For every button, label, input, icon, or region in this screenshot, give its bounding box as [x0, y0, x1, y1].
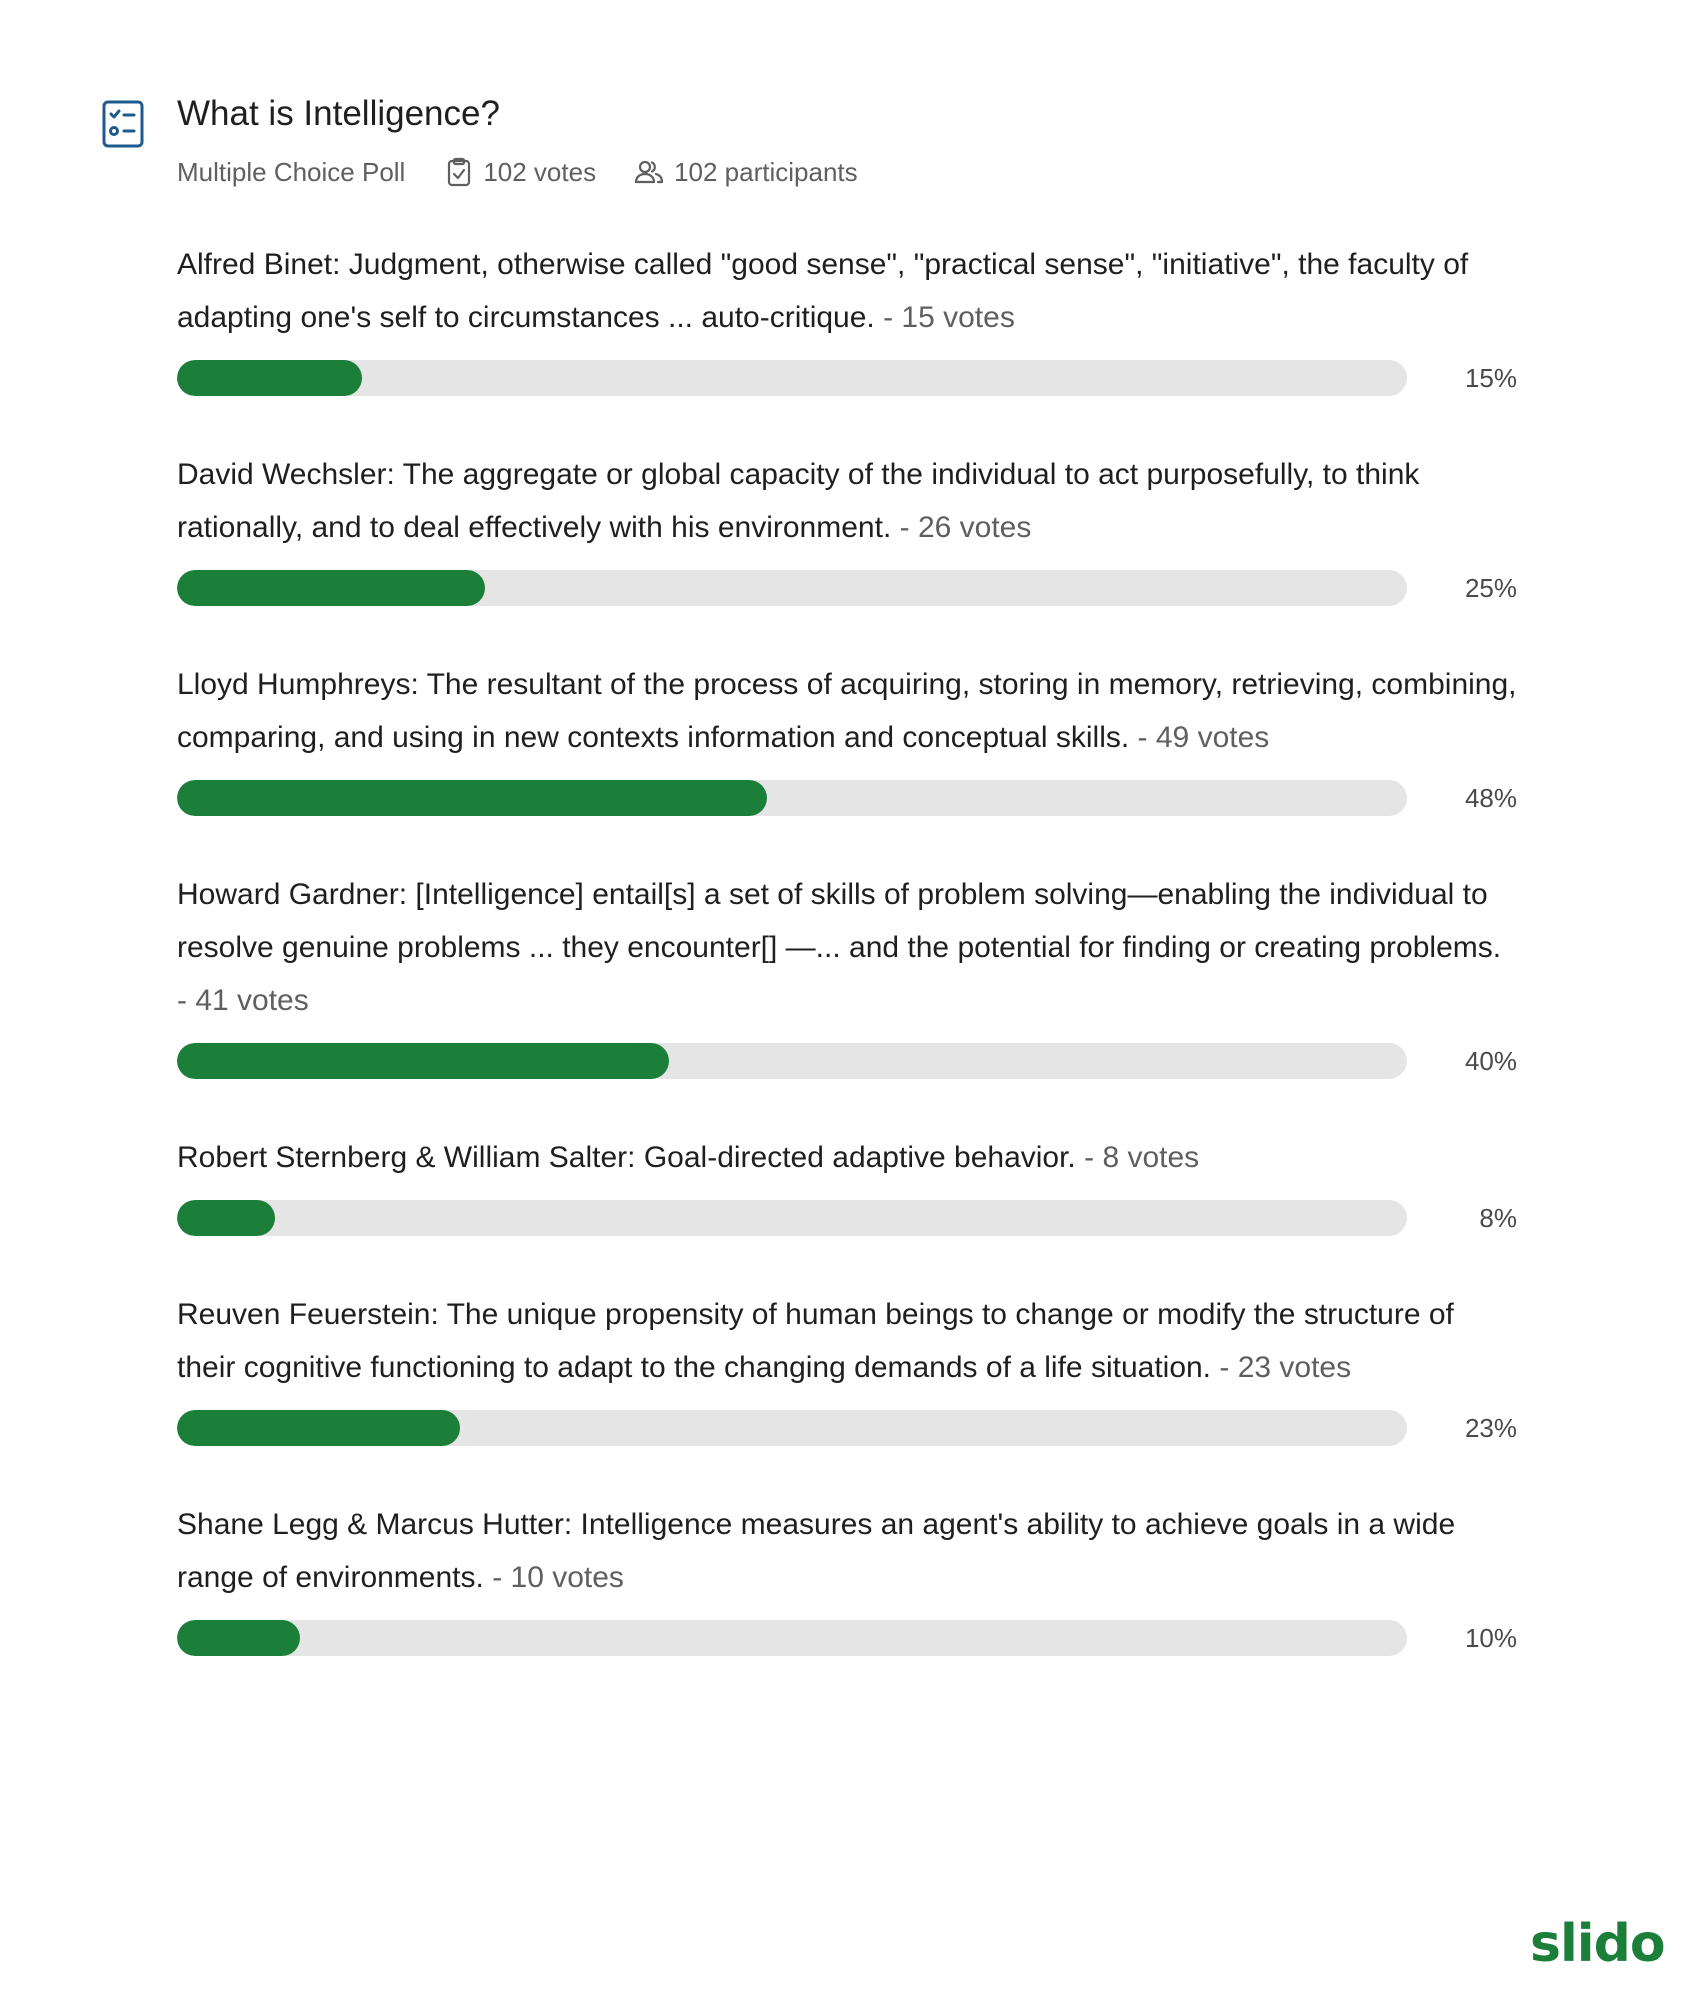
option-votes: - 41 votes [177, 984, 309, 1017]
poll-option [177, 448, 1517, 608]
option-text [177, 1288, 1517, 1394]
option-bar-fill [177, 1043, 669, 1079]
option-percent: 25% [1464, 572, 1517, 603]
option-bar-row [177, 1041, 1517, 1081]
option-votes: - 23 votes [1219, 1351, 1352, 1384]
option-bar-row [177, 1618, 1517, 1658]
option-votes: - 15 votes [883, 301, 1015, 334]
option-votes: - 8 votes [1084, 1141, 1200, 1174]
option-bar-fill [177, 1620, 300, 1656]
option-label: Robert Sternberg & William Salter: Goal-directed adaptive behavior. [177, 1141, 1076, 1174]
option-votes: - 49 votes [1137, 721, 1270, 754]
option-bar-track [177, 1200, 1407, 1236]
option-bar-row [177, 778, 1517, 818]
option-text [177, 238, 1517, 344]
option-percent: 23% [1464, 1412, 1517, 1443]
poll-header [177, 88, 1517, 190]
option-bar-fill [177, 570, 485, 606]
votes-count: 102 votes [483, 156, 597, 187]
option-bar-row [177, 358, 1517, 398]
option-label: Alfred Binet: Judgment, otherwise called "good sense", "practical sense", "initiative", the faculty of adapting one's self to circumstances ... auto-critique. [177, 248, 1469, 334]
option-bar-row [177, 1408, 1517, 1448]
poll-option [177, 1498, 1517, 1658]
poll-option [177, 1288, 1517, 1448]
option-votes: - 10 votes [492, 1561, 624, 1594]
option-text [177, 448, 1517, 554]
checklist-poll-icon [102, 100, 144, 148]
votes-stat [445, 157, 596, 188]
option-label: Reuven Feuerstein: The unique propensity of human beings to change or modify the structure of their cognitive functioning to adapt to the changing demands of a life situation. [177, 1298, 1454, 1384]
option-label: Lloyd Humphreys: The resultant of the process of acquiring, storing in memory, retrieving, combining, comparing, and using in new contexts information and conceptual skills. [177, 668, 1517, 754]
option-label: David Wechsler: The aggregate or global capacity of the individual to act purposefully, to think rationally, and to deal effectively with his environment. [177, 458, 1420, 544]
option-percent: 10% [1464, 1622, 1517, 1653]
option-text [177, 658, 1517, 764]
poll-title: What is Intelligence? [177, 94, 500, 133]
poll-option [177, 658, 1517, 818]
option-bar-row [177, 1198, 1517, 1238]
option-bar-track [177, 1410, 1407, 1446]
option-bar-fill [177, 1410, 460, 1446]
option-votes: - 26 votes [899, 511, 1032, 544]
option-percent: 48% [1464, 782, 1517, 813]
poll-option [177, 1131, 1517, 1238]
poll-meta [177, 154, 1517, 190]
poll-options-list [177, 238, 1517, 1708]
option-bar-fill [177, 780, 767, 816]
option-label: Shane Legg & Marcus Hutter: Intelligence measures an agent's ability to achieve goals in a wide range of environments. [177, 1508, 1456, 1594]
option-percent: 8% [1479, 1202, 1517, 1233]
option-percent: 15% [1464, 362, 1517, 393]
option-label: Howard Gardner: [Intelligence] entail[s] a set of skills of problem solving—enabling the individual to resolve genuine problems ... they encounter[] —... and the potential for finding or creating problems. [177, 878, 1502, 964]
poll-option [177, 868, 1517, 1081]
option-bar-row [177, 568, 1517, 608]
option-text [177, 1498, 1517, 1604]
participants-stat [634, 157, 858, 188]
clipboard-check-icon [445, 157, 473, 187]
option-percent: 40% [1464, 1045, 1517, 1076]
poll-type-label: Multiple Choice Poll [177, 156, 406, 187]
option-bar-fill [177, 360, 362, 396]
option-text [177, 1131, 1517, 1184]
option-bar-track [177, 1043, 1407, 1079]
poll-option [177, 238, 1517, 398]
option-bar-fill [177, 1200, 275, 1236]
option-text [177, 868, 1517, 1027]
option-bar-track [177, 1620, 1407, 1656]
people-icon [634, 157, 664, 187]
slido-logo: slido [1530, 1914, 1665, 1974]
option-bar-track [177, 570, 1407, 606]
option-bar-track [177, 780, 1407, 816]
participants-count: 102 participants [674, 156, 858, 187]
option-bar-track [177, 360, 1407, 396]
